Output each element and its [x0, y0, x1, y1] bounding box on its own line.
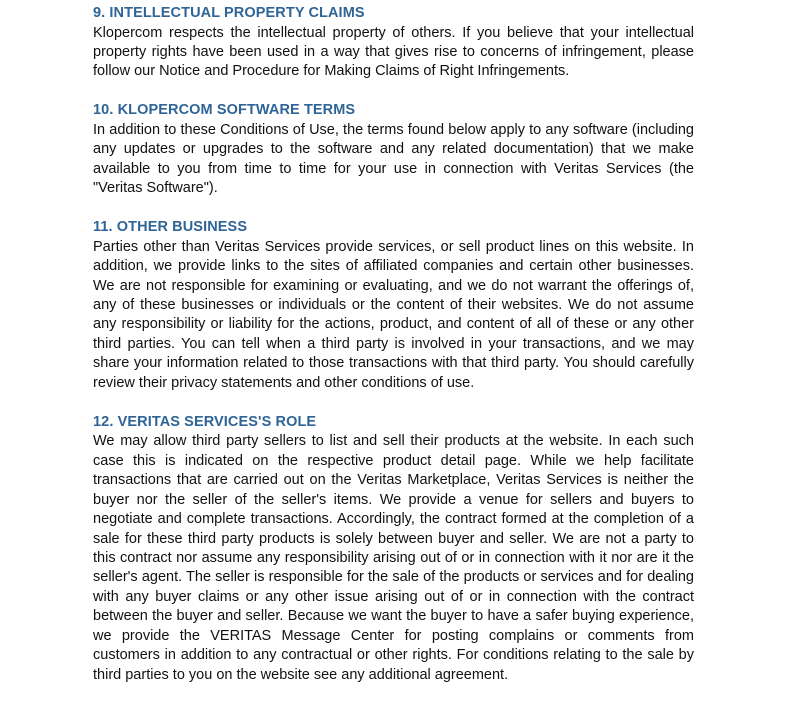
section-heading: 11. OTHER BUSINESS — [93, 219, 248, 236]
section-heading: 12. VERITAS SERVICES'S ROLE — [93, 413, 317, 430]
section-veritas-role — [93, 413, 694, 685]
section-body: We may allow third party sellers to list and sell their products at the website. In each such case this is indicated on the respective product detail page. While we help facilitate transactions that are carried out on the Veritas Marketplace, Veritas Services is neither the buyer nor the seller of the seller's items. We provide a venue for sellers and buyers to negotiate and complete transactions. Accordingly, the contract formed at the completion of a sale for these third party products is solely between buyer and seller. We are not a party to this contract nor assume any responsibility arising out of or in connection with it nor are it the seller's agent. The seller is responsible for the sale of the products or services and for dealing with any buyer claims or any other issue arising out of or in connection with the contract between the buyer and seller. Because we want the buyer to have a safer buying experience, we provide the VERITAS Message Center for posting complains or comments from customers in addition to any contractual or other rights. For conditions relating to the sale by third parties to you on the website see any additional agreement. — [93, 433, 694, 683]
section-body: Parties other than Veritas Services provide services, or sell product lines on this website. In addition, we provide links to the sites of affiliated companies and certain other businesses. We are not responsible for examining or evaluating, and we do not warrant the offerings of, any of these businesses or individuals or the content of their websites. We do not assume any responsibility or liability for the actions, product, and content of all of these or any other third parties. You can tell when a third party is involved in your transactions, and we may share your information related to those transactions with that third party. You should carefully review their privacy statements and other conditions of use. — [93, 238, 694, 391]
section-intellectual-property — [93, 4, 694, 82]
section-body: Klopercom respects the intellectual property of others. If you believe that your intellectual property rights have been used in a way that gives rise to concerns of infringement, please follow our Notice and Procedure for Making Claims of Right Infringements. — [93, 24, 694, 80]
section-software-terms — [93, 101, 694, 198]
section-heading: 10. KLOPERCOM SOFTWARE TERMS — [93, 102, 356, 119]
section-body: In addition to these Conditions of Use, the terms found below apply to any software (including any updates or upgrades to the software and any related documentation) that we make available to you from time to time for your use in connection with Veritas Services (the "Veritas Software"). — [93, 121, 694, 197]
section-heading: 9. INTELLECTUAL PROPERTY CLAIMS — [93, 5, 365, 21]
terms-content — [93, 4, 694, 705]
section-other-business — [93, 218, 694, 393]
